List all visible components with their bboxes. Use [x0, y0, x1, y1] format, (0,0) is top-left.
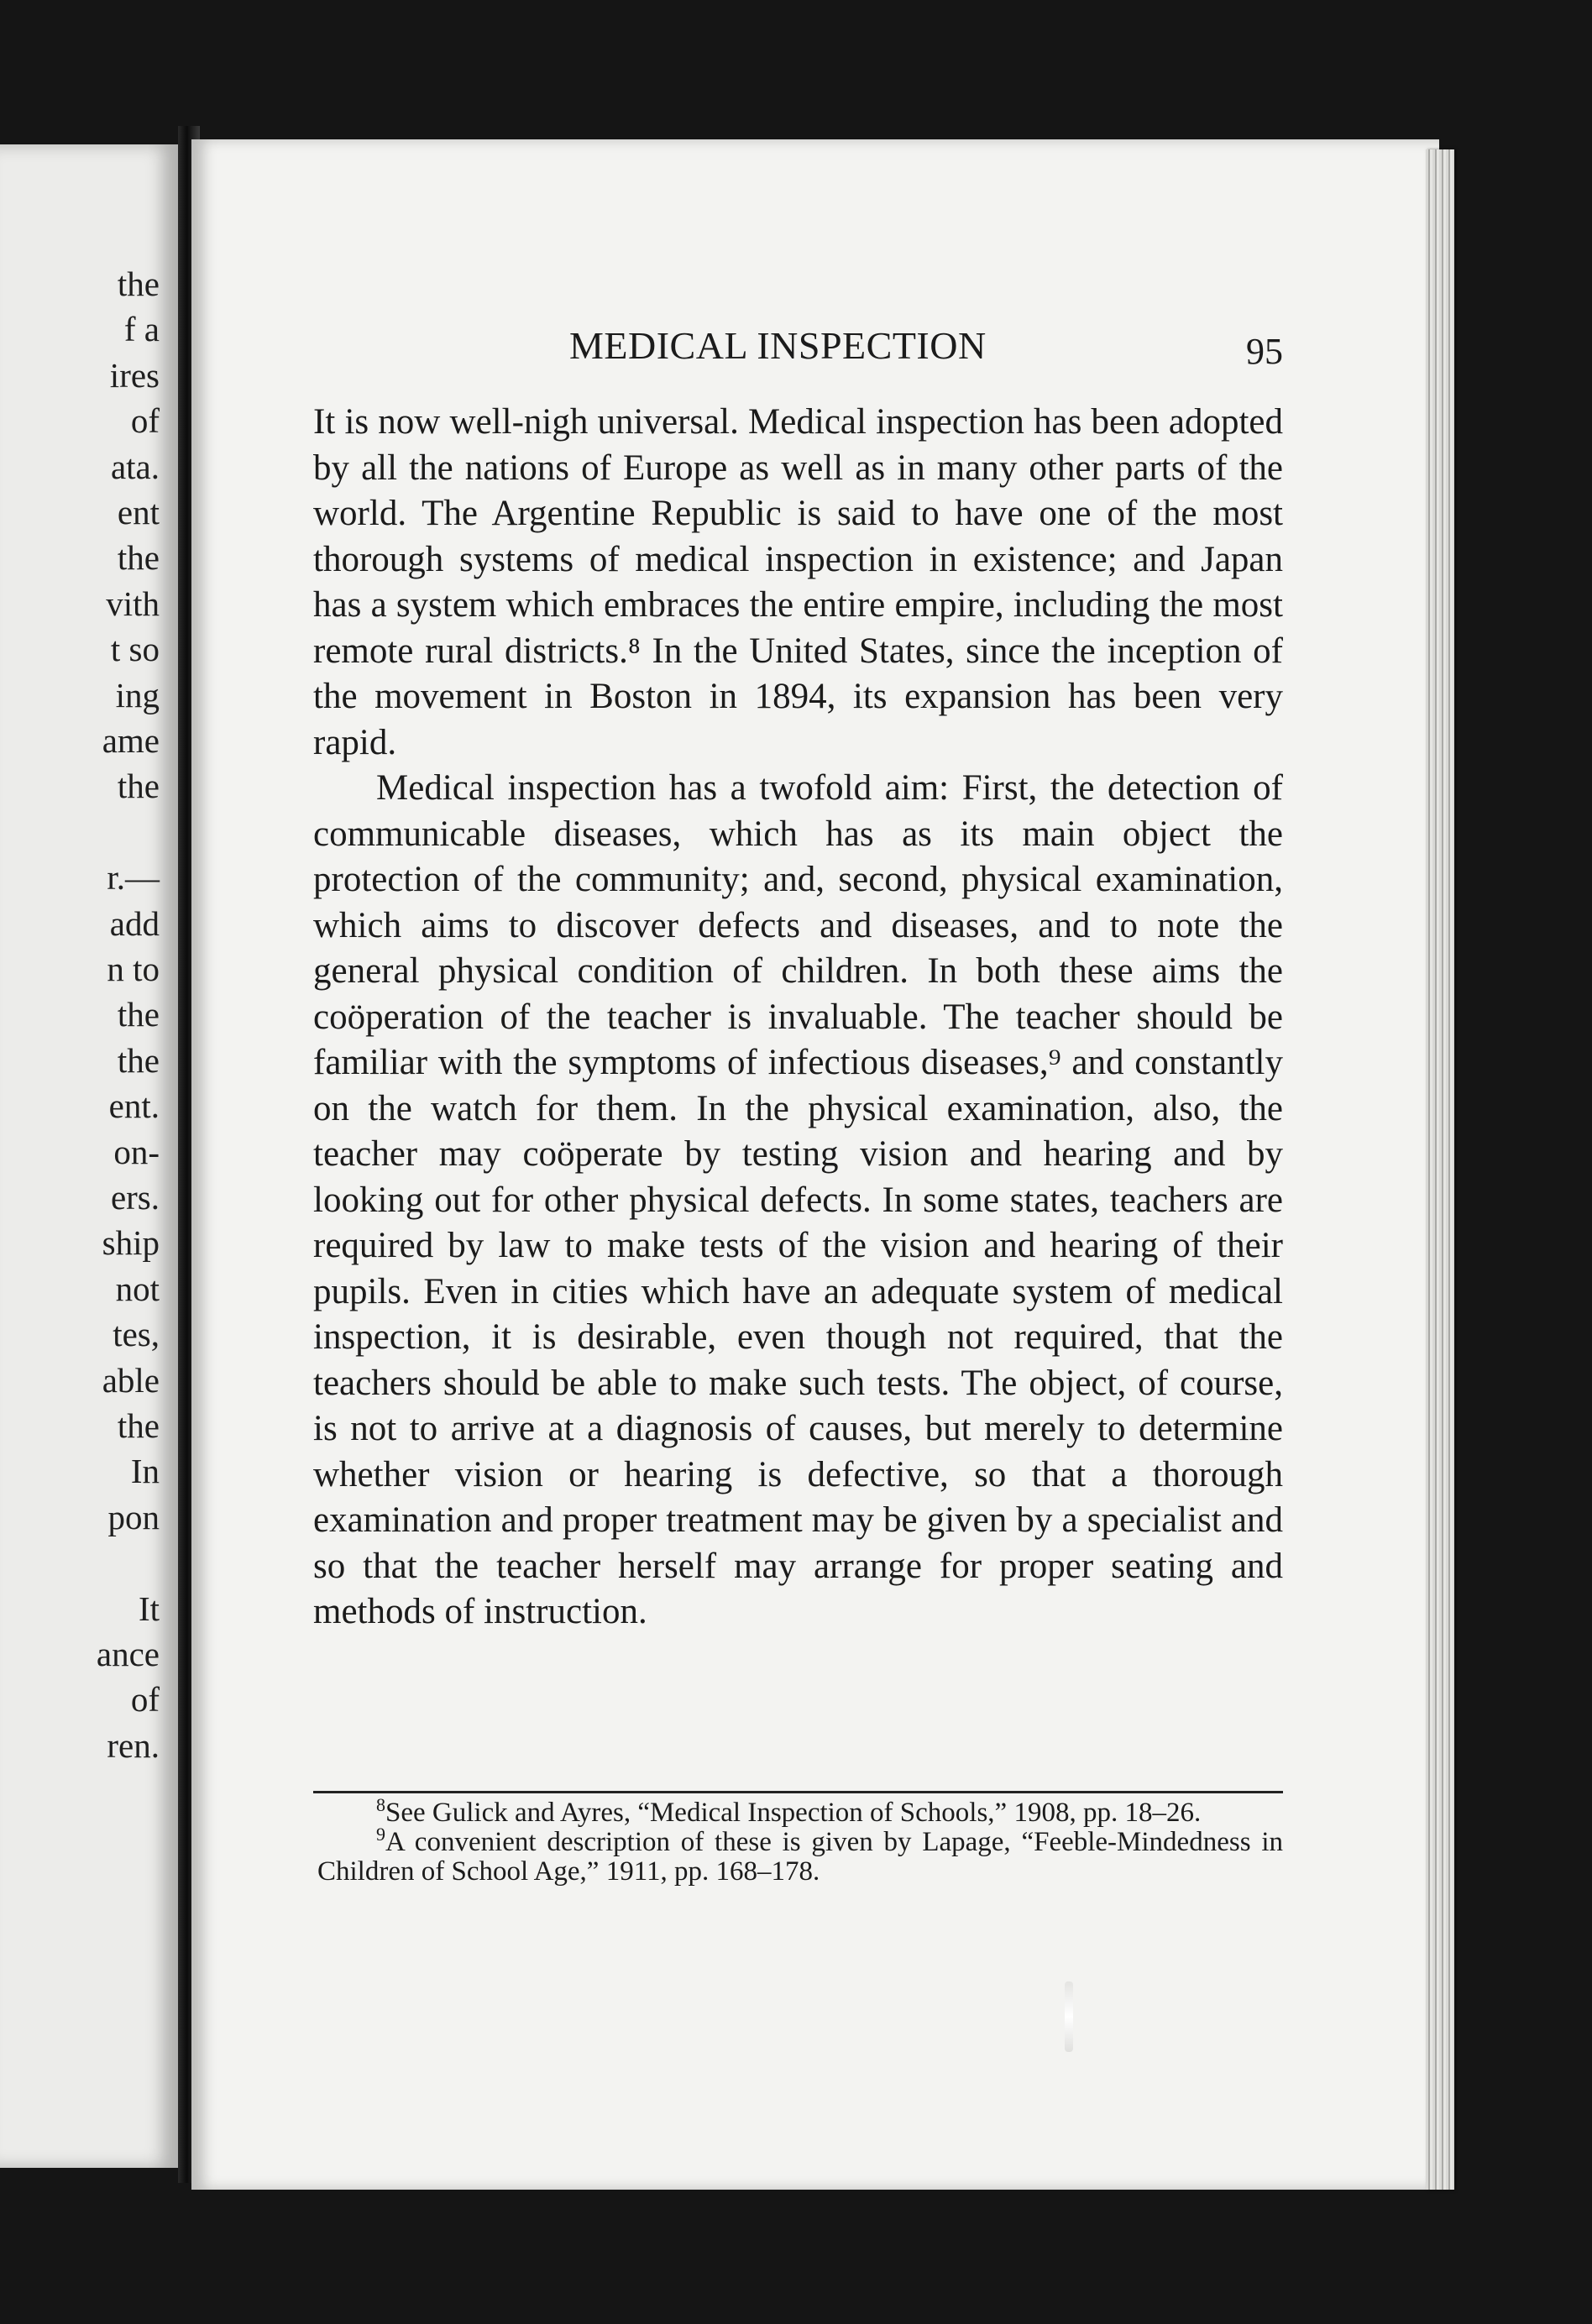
left-page-line-fragment: vith: [106, 584, 160, 623]
footnote-rule: [313, 1791, 1283, 1793]
left-page-line-fragment: on-: [113, 1132, 160, 1171]
left-page-line-fragment: ren.: [107, 1725, 160, 1765]
footnote: [317, 1824, 1283, 1887]
footnote: [317, 1794, 1283, 1828]
left-page-line-fragment: In: [130, 1452, 160, 1491]
left-facing-page: [0, 144, 178, 2168]
body-text: [313, 400, 1283, 1636]
left-page-line-fragment: tes,: [113, 1315, 160, 1354]
left-page-line-fragment: ing: [115, 675, 160, 714]
footnote-text: See Gulick and Ayres, “Medical Inspection of Schools,” 1908, pp. 18–26.: [385, 1798, 1202, 1828]
body-paragraph: Medical inspection has a twofold aim: First, the detection of communicable diseases, which has as its main object the protection of the community; and, second, physical examination, which aims to discover defects and diseases, and to note the general physical condition of children. In both these aims the coöperation of the teacher is invaluable. The teacher should be familiar with the symptoms of infectious diseases,⁹ and constantly on the watch for them. In the physical examination, also, the teacher may coöperate by testing vision and hearing and by looking out for other physical defects. In some states, teachers are required by law to make tests of the vision and hearing of their pupils. Even in cities which have an adequate system of medical inspection, it is desirable, even though not required, that the teachers should be able to make such tests. The object, of course, is not to arrive at a diagnosis of causes, but merely to determine whether vision or hearing is defective, so that a thorough examination and proper treatment may be given by a specialist and so that the teacher herself may arrange for proper seating and methods of instruction.: [313, 768, 1283, 1631]
footnote-mark: 8: [376, 1794, 385, 1815]
left-page-line-fragment: ship: [102, 1223, 160, 1263]
left-page-line-fragment: ame: [102, 721, 160, 760]
left-page-line-fragment: the: [117, 995, 160, 1034]
left-page-line-fragment: of: [130, 1680, 160, 1719]
left-page-line-fragment: the: [117, 1406, 160, 1445]
footnote-text: A convenient description of these is given by Lapage, “Feeble-Mindedness in Children of School Age,” 1911, pp. 168–178.: [317, 1827, 1283, 1887]
footnotes: [317, 1794, 1283, 1887]
left-page-line-fragment: pon: [107, 1497, 160, 1536]
left-page-line-fragment: ance: [96, 1635, 160, 1673]
left-page-line-fragment: the: [117, 767, 160, 806]
paper-blemish: [1065, 1981, 1073, 2052]
left-page-line-fragment: ent: [117, 493, 160, 531]
left-page-line-fragment: of: [130, 401, 160, 441]
left-page-line-fragment: the: [117, 538, 160, 578]
left-page-line-fragment: It: [138, 1589, 160, 1628]
left-page-line-fragment: ata.: [110, 447, 160, 486]
left-page-line-fragment: not: [115, 1269, 160, 1308]
left-page-line-fragment: the: [117, 1040, 160, 1080]
left-page-line-fragment: ers.: [110, 1178, 160, 1217]
left-page-line-fragment: ires: [109, 355, 160, 395]
left-page-line-fragment: able: [102, 1360, 160, 1400]
page-number: 95: [1246, 331, 1283, 372]
left-page-line-fragment: add: [109, 903, 160, 943]
left-page-line-fragment: t so: [110, 630, 160, 669]
running-head-title: MEDICAL INSPECTION: [569, 324, 987, 367]
left-page-line-fragment: f a: [123, 310, 160, 349]
body-paragraph: It is now well-nigh universal. Medical inspection has been adopted by all the nations of Europe as well as in many other parts of the world. The Argentine Republic is said to have one of the most thorough systems of medical inspection in existence; and Japan has a system which embraces the entire empire, including the most remote rural districts.⁸ In the United States, since the inception of the movement in Boston in 1894, its expansion has been very rapid.: [313, 402, 1283, 762]
left-page-line-fragment: n to: [107, 950, 160, 988]
footnote-mark: 9: [376, 1824, 385, 1845]
left-page-line-fragment: r.—: [107, 858, 160, 898]
left-page-line-fragment: ent.: [108, 1086, 160, 1126]
page-edge: [1426, 149, 1454, 2190]
left-page-line-fragment: the: [117, 264, 160, 303]
